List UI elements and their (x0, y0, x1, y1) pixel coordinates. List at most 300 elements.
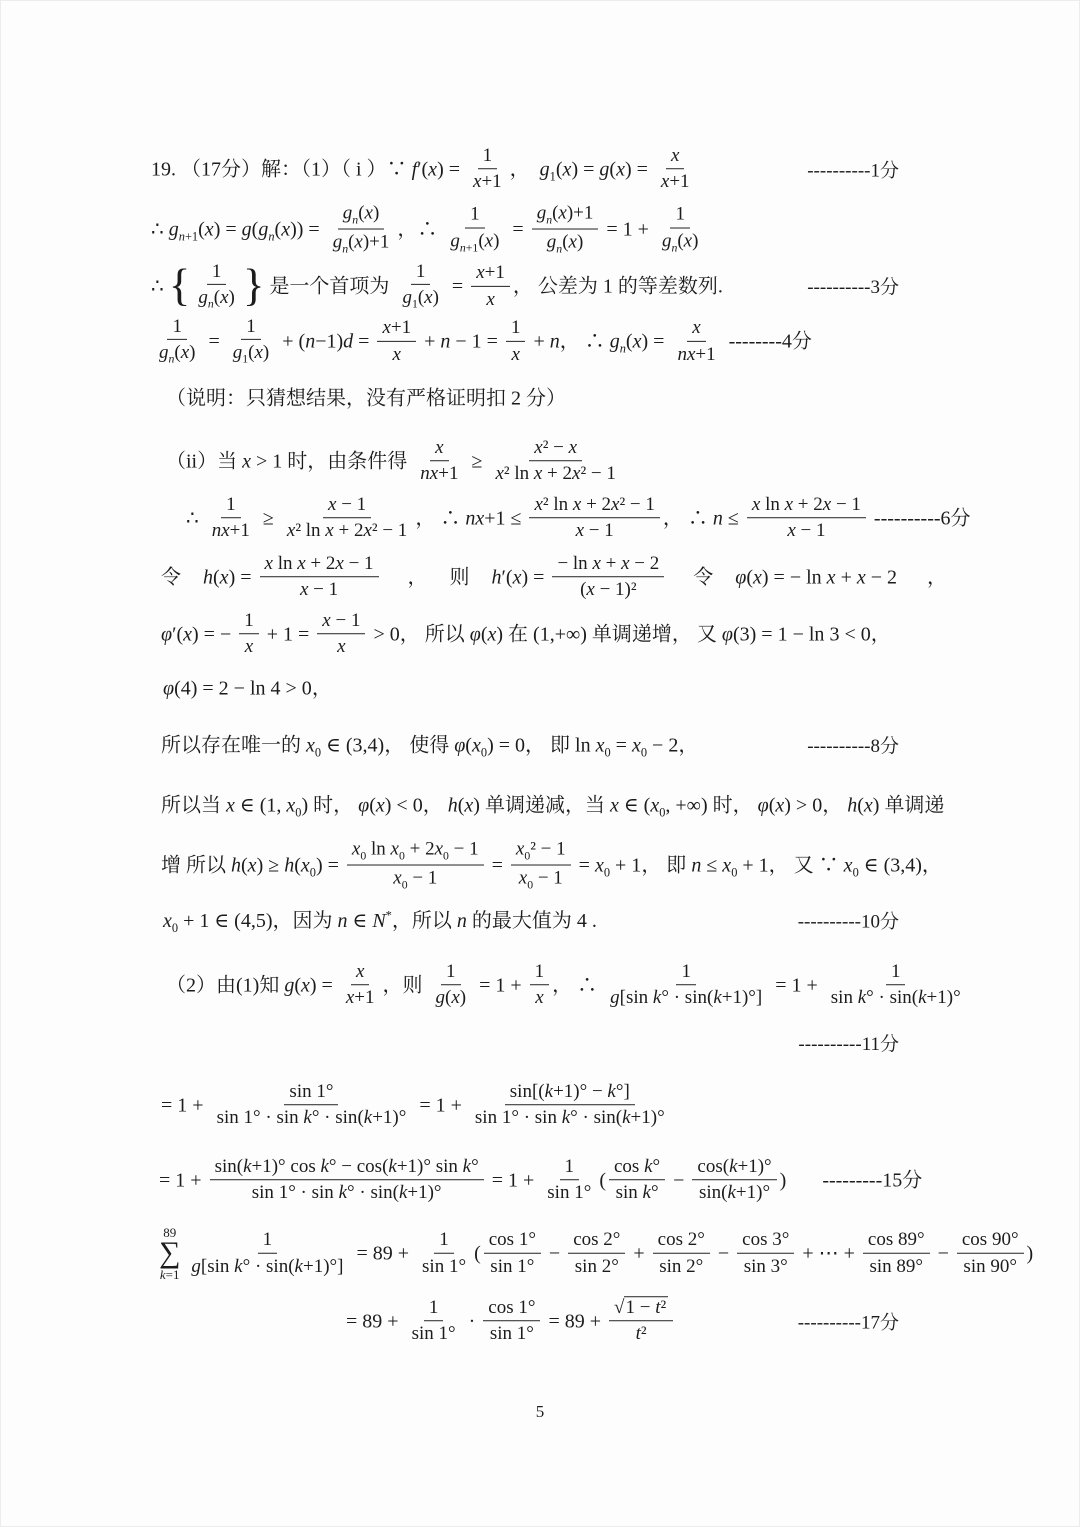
math-variable: k (857, 987, 867, 1009)
math-variable: x (428, 158, 438, 181)
fraction (417, 1229, 471, 1277)
math-variable: x (219, 566, 229, 589)
math-variable: g (546, 231, 557, 253)
static-text: 单调递 (879, 794, 945, 817)
math-text: ∵ x (818, 854, 853, 877)
math-variable: x (345, 987, 355, 1009)
static-text: ， 公差为 1 的等差数列. (512, 275, 723, 298)
math-variable: x (650, 794, 660, 817)
static-text: 在 (503, 623, 534, 646)
math-text: = 89 + (351, 1242, 415, 1265)
math-variable: x (671, 145, 680, 167)
math-text: = x (573, 854, 604, 877)
math-variable: x (822, 494, 832, 516)
math-variable: x (632, 330, 642, 353)
subscript: n+1 (178, 229, 199, 244)
numerator: cos 2° (653, 1229, 710, 1253)
denominator: sin k° · sin(k+1)° (830, 987, 961, 1009)
denominator (542, 230, 588, 256)
static-text: ，则 (382, 974, 428, 997)
math-text: , +∞) (665, 794, 708, 817)
numerator: sin(k+1)° cos k° − cos(k+1)° sin k° (210, 1156, 484, 1180)
numerator: − ln x + x − 2 (552, 553, 664, 577)
math-variable: k (363, 1107, 373, 1129)
denominator (186, 1254, 348, 1277)
math-line-9 (161, 612, 891, 660)
math-line-5 (166, 386, 566, 413)
radical: √1 − t² (614, 1297, 667, 1319)
static-text: ， 所以 (399, 623, 470, 646)
math-text: (x) (417, 287, 439, 309)
score-label: ----------10分 (797, 911, 899, 933)
fraction (282, 494, 412, 542)
static-text: （2）由(1)知 (166, 974, 285, 997)
denominator: sin 1° (490, 1255, 535, 1277)
math-variable: g (609, 330, 620, 353)
math-variable: x (363, 520, 372, 542)
subscript: 0 (398, 849, 405, 863)
static-text: 增 所以 (161, 854, 231, 877)
math-variable: x (393, 867, 402, 889)
math-text: + 1 ∈ (4,5) (178, 909, 273, 932)
math-variable: x (518, 867, 528, 889)
math-variable: x (826, 566, 836, 589)
fraction (657, 204, 703, 254)
static-text: ----------6分 (868, 507, 971, 530)
static-text: ， (415, 507, 441, 530)
denominator (605, 986, 767, 1009)
math-line-13 (161, 838, 942, 894)
subscript: 0 (360, 849, 367, 863)
math-variable: x (220, 287, 229, 309)
math-variable: n (211, 520, 222, 542)
math-variable: x (242, 450, 252, 473)
static-text: 是一个首项为 (264, 275, 395, 298)
static-text: --------4分 (723, 330, 812, 353)
denominator: x² ln x + 2x² − 1 (495, 463, 616, 485)
denominator (481, 287, 499, 310)
fraction (737, 1229, 794, 1277)
math-text: ∴ (151, 275, 169, 298)
denominator (154, 340, 200, 366)
math-text: = (507, 218, 529, 241)
math-variable: k (338, 1182, 347, 1204)
math-variable: g (599, 158, 610, 181)
math-line-17 (161, 1083, 673, 1131)
math-variable: x (621, 553, 630, 575)
math-variable: x (751, 494, 761, 516)
math-line-6 (166, 439, 624, 487)
math-variable: n (556, 242, 563, 256)
numerator: 1 (167, 316, 187, 340)
math-variable: x (616, 158, 625, 181)
math-variable: x (475, 507, 485, 530)
fraction (431, 961, 472, 1009)
math-variable: x (390, 838, 399, 860)
numerator (511, 839, 571, 866)
score-label: ----------17分 (797, 1312, 899, 1334)
math-text: ∈ (3,4) (321, 734, 385, 757)
math-line-7 (186, 496, 971, 544)
math-variable: h (447, 794, 458, 817)
numerator: x+1 (471, 262, 510, 286)
math-text: − (668, 1169, 690, 1192)
fraction (483, 1297, 540, 1345)
math-variable: x (354, 231, 363, 253)
math-text: φ(x) < 0 (358, 794, 423, 817)
superscript: * (385, 908, 392, 923)
math-text: ) = (315, 854, 344, 877)
math-variable: h (491, 566, 502, 589)
math-text: (x) (677, 230, 699, 252)
static-text: 时， (707, 794, 758, 817)
math-variable: g (610, 987, 620, 1009)
static-text: ， (662, 507, 688, 530)
sigma-icon: ∑ (159, 1235, 181, 1269)
math-text: (x)+1 (348, 231, 390, 253)
fraction (210, 1156, 484, 1204)
math-variable: k (652, 987, 662, 1009)
math-text (191, 1256, 201, 1277)
math-text: ) = 0 (487, 734, 526, 757)
static-text: 则 (449, 566, 470, 589)
denominator: sin 1° (547, 1182, 592, 1204)
math-variable: x (254, 342, 263, 364)
math-line-11 (161, 733, 899, 762)
math-text: = 1 + (474, 974, 527, 997)
math-text: sin k° · sin(k+1)° (625, 987, 756, 1009)
math-text: (x) = (625, 330, 670, 353)
math-text: − 1 (448, 838, 479, 860)
numerator: 1 (441, 961, 461, 985)
static-text: [ (200, 1255, 208, 1277)
denominator: sin 2° (574, 1255, 619, 1277)
numerator: x − 1 (323, 494, 371, 518)
denominator: x+1 (345, 987, 375, 1009)
math-variable: k (388, 1156, 397, 1178)
fraction (260, 553, 379, 601)
static-text: ， (422, 794, 448, 817)
math-variable: x (533, 463, 543, 485)
numerator (609, 1297, 673, 1321)
math-text: h′(x) = (491, 566, 550, 589)
math-variable: k (234, 1255, 243, 1277)
subscript: 0 (603, 865, 611, 880)
math-variable: d (343, 330, 354, 353)
math-variable: N (372, 909, 386, 932)
math-text (343, 203, 353, 224)
math-line-18 (159, 1158, 922, 1206)
denominator (228, 340, 274, 366)
math-text: = 1 + (161, 1094, 209, 1117)
math-variable: x (322, 610, 331, 632)
fraction (445, 204, 504, 254)
numerator: 1 (241, 316, 261, 340)
fraction (692, 1156, 776, 1204)
subscript: 0 (171, 920, 179, 935)
math-text: ∵ f′(x) = (386, 158, 466, 181)
math-text (457, 910, 467, 932)
math-variable: k (159, 1266, 166, 1282)
math-variable: n (305, 330, 316, 353)
math-variable: x (364, 202, 373, 224)
numerator: cos 3° (737, 1229, 794, 1253)
numerator: x+1 (377, 317, 416, 341)
math-text (450, 230, 460, 251)
math-variable: x (686, 343, 696, 365)
page-number: 5 (535, 1402, 545, 1421)
math-text (233, 342, 243, 363)
denominator (530, 986, 548, 1009)
denominator (388, 866, 442, 892)
static-text: ， 使得 (384, 734, 455, 757)
math-variable: x (775, 794, 785, 817)
math-variable: x (595, 734, 605, 757)
static-text: （ii）当 (166, 450, 243, 473)
denominator (514, 866, 568, 892)
numerator: 1 (424, 1297, 444, 1321)
math-variable: n (712, 507, 723, 530)
denominator: t² (635, 1323, 647, 1345)
math-text: − 2 (647, 734, 679, 757)
math-variable: x (660, 171, 670, 193)
score-label: ----------1分 (807, 160, 899, 182)
fraction (397, 261, 443, 311)
math-text (159, 342, 169, 363)
static-text: 令 (161, 566, 181, 589)
math-variable: x (281, 218, 291, 241)
math-variable: φ (721, 623, 733, 646)
math-text (537, 203, 547, 224)
math-text: · (463, 1310, 481, 1333)
denominator (240, 635, 258, 658)
subscript: 0 (295, 805, 302, 820)
math-text: φ(x (454, 734, 481, 757)
numerator (687, 317, 705, 341)
math-text: h(x) (847, 794, 880, 817)
static-text: 所以存在唯一的 (161, 734, 306, 757)
solution-content (151, 1, 1034, 1526)
numerator: cos(k+1)° (692, 1156, 776, 1180)
math-variable: x (592, 553, 601, 575)
numerator: 1 (411, 261, 431, 285)
denominator: x² ln x + 2x² − 1 (286, 520, 408, 542)
math-variable: n (420, 463, 430, 485)
fraction (863, 1229, 930, 1277)
math-text: + 1 (610, 854, 642, 877)
static-text: 时， (308, 794, 359, 817)
fraction (542, 1156, 596, 1204)
fraction (407, 1297, 461, 1345)
numerator (351, 961, 369, 985)
math-variable: n (337, 909, 348, 932)
sum-lower-limit: k=1 (159, 1266, 180, 1282)
math-line-20 (346, 1299, 899, 1347)
math-text: ∴ g (584, 330, 620, 353)
static-text: ， (921, 854, 942, 877)
math-text: + ⋯ + (797, 1242, 860, 1265)
math-text: = 1 + (486, 1169, 540, 1192)
math-variable: k (561, 1107, 571, 1129)
subscript: 0 (443, 849, 449, 863)
math-text: − (932, 1242, 954, 1265)
numerator: x ln x + 2x − 1 (260, 553, 379, 577)
math-variable: x (221, 520, 230, 542)
math-variable: x (562, 158, 572, 181)
math-variable: k (303, 1107, 312, 1129)
math-variable: x (451, 987, 460, 1009)
static-text: ， 即 (525, 734, 576, 757)
math-variable: k (243, 1156, 252, 1178)
numerator: x² − x (529, 437, 582, 461)
static-text: ， (927, 566, 948, 589)
denominator: sin 1° · sin k° · sin(k+1)° (474, 1107, 665, 1129)
math-text: + (n−1)d = (277, 330, 375, 353)
subscript: 0 (604, 745, 611, 760)
math-variable: g (284, 974, 295, 997)
math-text: − 1 (533, 867, 563, 889)
math-variable: φ (757, 794, 769, 817)
math-text: + 1 (737, 854, 769, 877)
numerator: 1 (478, 145, 498, 169)
math-variable: g (159, 342, 169, 364)
subscript: 0 (527, 878, 534, 892)
math-variable: x (568, 437, 578, 459)
math-text: + (628, 1242, 650, 1265)
fraction (377, 317, 416, 365)
math-variable: n (342, 242, 349, 256)
math-variable: x (487, 623, 497, 646)
math-text: ∴ nx+1 ≤ (440, 507, 527, 530)
math-variable: n (549, 330, 560, 353)
math-line-3: ∴ { $\frac{1}{g_n(x)}$ } 是一个首项为 $\frac{1}{g_1(x)}$ = $\frac{x+1}{x}$ ， 公差为 1 的等差数列. ----------3分 (151, 260, 899, 311)
math-text: (x) (174, 342, 196, 364)
math-text: = 1 + (601, 218, 654, 241)
math-variable: k (729, 1156, 738, 1178)
fraction (212, 1081, 412, 1129)
math-text: (x)) = (274, 218, 325, 241)
fraction (317, 610, 365, 658)
numerator: 1 (258, 1229, 278, 1253)
math-text (540, 159, 550, 181)
subscript: 1 (411, 297, 418, 311)
math-text: ∈ (3,4) (858, 854, 922, 877)
math-variable: x (471, 734, 481, 757)
fraction (530, 961, 550, 1009)
math-text: ) (779, 1169, 787, 1192)
math-variable: t (635, 1323, 641, 1345)
denominator: sin k° (615, 1182, 659, 1204)
math-text: + 1 = (261, 623, 315, 646)
math-variable: k (462, 1156, 472, 1178)
math-variable: x (382, 317, 391, 339)
math-text: ln x (575, 734, 605, 757)
numerator: 1 (886, 961, 906, 985)
static-text: ， (509, 158, 540, 181)
math-variable: h (284, 854, 295, 877)
math-variable: x (568, 231, 577, 253)
fraction (506, 317, 526, 365)
math-text: ∴ n ≤ (687, 507, 744, 530)
numerator: 1 (239, 610, 259, 634)
math-text (333, 232, 343, 253)
math-variable: x (244, 636, 254, 658)
numerator: 1 (465, 204, 485, 228)
math-text: ∴ (186, 507, 204, 530)
math-text: φ′(x) = − (161, 623, 237, 646)
math-text: x ∈ (1, x (226, 794, 296, 817)
math-variable: x (753, 566, 762, 589)
math-variable: x (722, 854, 732, 877)
static-text: 19. （17分）解：（1）（ i ） (151, 158, 387, 181)
numerator (532, 203, 599, 230)
math-text: + n (528, 330, 560, 353)
math-variable: k (320, 1156, 329, 1178)
fraction (193, 261, 239, 311)
static-text: ， (407, 566, 428, 589)
fraction (341, 961, 380, 1009)
math-variable: x (535, 987, 544, 1009)
math-variable: n (207, 297, 214, 311)
numerator: cos 2° (568, 1229, 625, 1253)
math-variable: x (486, 288, 495, 310)
math-text: h(x) = (203, 566, 257, 589)
denominator: x − 1 (575, 520, 614, 542)
numerator: x − 1 (317, 610, 365, 634)
math-variable: x (572, 494, 582, 516)
subscript: 0 (524, 849, 531, 863)
math-text: = 1 + (770, 974, 823, 997)
math-line-4 (151, 315, 812, 368)
math-text (519, 868, 527, 889)
denominator: sin 3° (743, 1255, 788, 1277)
math-variable: g (258, 218, 269, 241)
math-variable: g (539, 158, 550, 181)
math-text: φ(x) > 0 (757, 794, 823, 817)
math-variable: x (204, 218, 214, 241)
math-text: = (446, 275, 469, 298)
numerator: 1 (560, 1156, 580, 1180)
math-text: = x (610, 734, 641, 757)
numerator: sin 1° (284, 1081, 338, 1105)
fraction (609, 1156, 665, 1204)
math-text: (x) = g(g (198, 218, 269, 241)
math-variable: x (515, 838, 525, 860)
math-variable: x (534, 437, 543, 459)
math-variable: x (299, 579, 309, 601)
math-line-1 (151, 147, 899, 195)
math-variable: x (180, 342, 190, 364)
math-variable: k (713, 987, 722, 1009)
math-line-14 (163, 907, 899, 936)
math-text (547, 232, 557, 253)
fraction (347, 839, 484, 892)
math-variable: k (607, 1081, 616, 1103)
denominator: sin 1° · sin k° · sin(k+1)° (216, 1107, 407, 1129)
math-variable: h (847, 794, 858, 817)
math-variable: n (268, 229, 275, 244)
math-variable: x (337, 636, 346, 658)
fraction (186, 1229, 348, 1277)
math-text: ≥ (466, 450, 488, 473)
score-label: ----------3分 (807, 277, 899, 299)
math-variable: x (392, 343, 401, 365)
numerator: 1 (221, 494, 241, 518)
math-variable: x (611, 494, 620, 516)
fraction (529, 494, 659, 542)
math-variable: x (586, 579, 595, 601)
math-text: (x) (213, 287, 235, 309)
